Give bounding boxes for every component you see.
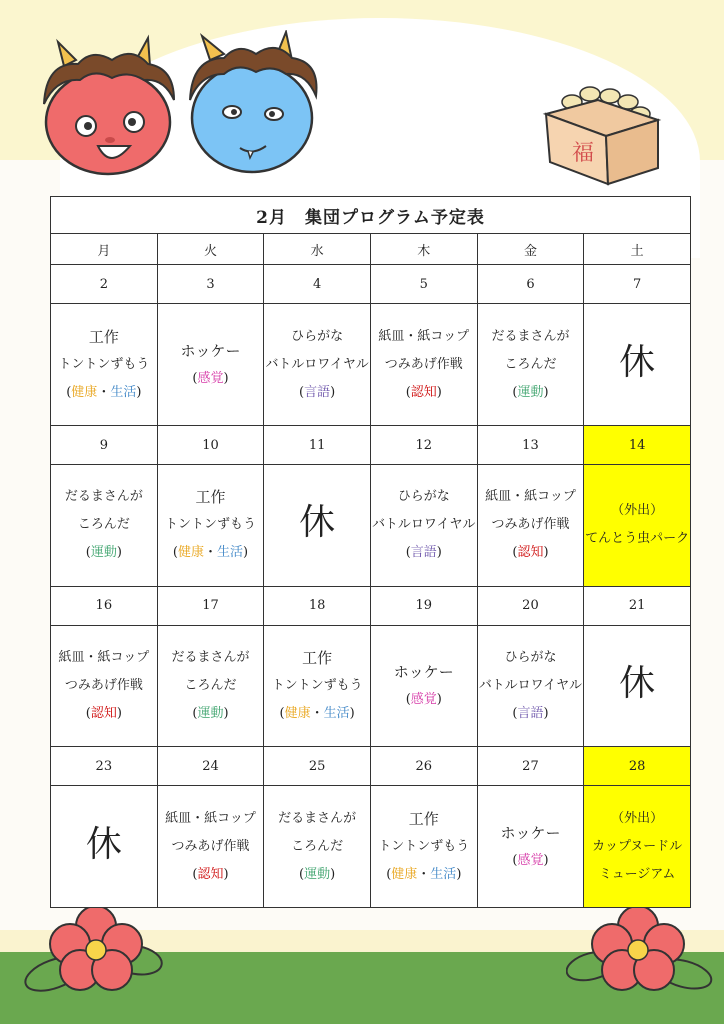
activity-name: トントンずもう	[271, 678, 363, 693]
date-cell: 6	[477, 265, 584, 304]
activity-name: つみあげ作戦	[171, 838, 250, 854]
paren-open: (	[66, 384, 72, 400]
date-cell: 5	[370, 265, 477, 304]
category-tag: 感覚	[410, 692, 437, 707]
tag-separator: ・	[417, 866, 431, 882]
category-tag: 生活	[323, 706, 350, 721]
paren-open: (	[192, 370, 198, 386]
activity-cell	[584, 786, 691, 908]
camellia-flower-icon	[566, 900, 716, 1010]
date-cell: 24	[157, 747, 264, 786]
weekday-header: 水	[264, 234, 371, 265]
activity-cell	[264, 625, 371, 747]
paren-close: )	[223, 370, 229, 386]
date-cell: 13	[477, 425, 584, 464]
paren-open: (	[85, 706, 91, 721]
category-tag: 感覚	[517, 852, 544, 868]
category-tag: 健康	[391, 866, 418, 882]
paren-close: )	[136, 384, 142, 400]
activity-name: 紙皿・紙コップ	[165, 810, 256, 826]
outing-text: （外出）	[611, 503, 664, 519]
activity-cell	[51, 465, 158, 587]
category-tag: 健康	[177, 545, 204, 561]
activity-cell	[584, 304, 691, 426]
weekday-header: 木	[370, 234, 477, 265]
activity-name: 紙皿・紙コップ	[378, 328, 470, 344]
paren-close: )	[330, 384, 336, 400]
date-cell: 19	[370, 586, 477, 625]
activity-cell	[264, 304, 371, 426]
activity-name: トントンずもう	[58, 356, 150, 372]
activity-name: ころんだ	[77, 517, 130, 533]
schedule-table	[50, 196, 691, 908]
holiday-label: 休	[619, 341, 656, 383]
date-cell: 10	[157, 425, 264, 464]
date-cell: 12	[370, 425, 477, 464]
paren-close: )	[543, 852, 549, 868]
paren-close: )	[223, 866, 229, 882]
category-tags	[264, 861, 370, 889]
category-tags	[264, 700, 370, 728]
category-tags	[51, 700, 157, 728]
paren-close: )	[543, 706, 549, 721]
category-tags	[371, 686, 477, 714]
activity-name: ひらがな	[504, 650, 557, 665]
paren-close: )	[543, 384, 549, 400]
activity-cell	[157, 304, 264, 426]
activity-name: だるまさんが	[64, 489, 143, 505]
date-cell: 25	[264, 747, 371, 786]
paren-close: )	[116, 706, 122, 721]
activity-name: つみあげ作戦	[64, 678, 143, 693]
activity-row	[51, 625, 691, 747]
paren-open: (	[512, 706, 518, 721]
date-cell: 17	[157, 586, 264, 625]
bean-box-icon	[536, 80, 676, 190]
date-cell: 3	[157, 265, 264, 304]
date-row	[51, 747, 691, 786]
activity-name: ひらがな	[397, 489, 450, 505]
date-cell: 16	[51, 586, 158, 625]
weekday-header-row	[51, 234, 691, 265]
camellia-flower-icon	[24, 900, 174, 1010]
activity-row	[51, 465, 691, 587]
category-tags	[478, 847, 584, 875]
paren-open: (	[299, 384, 305, 400]
activity-cell	[370, 465, 477, 587]
category-tags	[371, 539, 477, 567]
activity-name: ころんだ	[291, 838, 344, 854]
paren-open: (	[512, 545, 518, 561]
category-tag: 運動	[517, 384, 544, 400]
date-cell: 28	[584, 747, 691, 786]
activity-cell	[584, 625, 691, 747]
activity-name: ホッケー	[180, 341, 241, 360]
holiday-label: 休	[619, 663, 656, 704]
category-tag: 言語	[410, 545, 437, 561]
activity-name: 工作	[88, 327, 119, 346]
category-tag: 運動	[197, 706, 224, 721]
red-oni-icon	[36, 34, 186, 184]
paren-close: )	[116, 545, 122, 561]
category-tags	[371, 379, 477, 407]
category-tags	[158, 700, 264, 728]
category-tag: 運動	[304, 866, 331, 882]
activity-cell	[477, 465, 584, 587]
activity-cell	[370, 304, 477, 426]
category-tags	[478, 700, 584, 728]
outing-text: カップヌードル	[592, 838, 683, 854]
paren-open: (	[279, 706, 285, 721]
category-tag: 健康	[71, 384, 98, 400]
activity-name: つみあげ作戦	[384, 356, 463, 372]
tag-separator: ・	[97, 384, 111, 400]
date-cell: 21	[584, 586, 691, 625]
category-tag: 生活	[110, 384, 137, 400]
activity-name: だるまさんが	[278, 810, 357, 826]
paren-open: (	[405, 545, 411, 561]
page-title: 2月 集団プログラム予定表	[51, 197, 691, 234]
tag-separator: ・	[310, 706, 324, 721]
activity-cell	[370, 625, 477, 747]
activity-name: ホッケー	[393, 663, 454, 681]
category-tag: 認知	[517, 545, 544, 561]
paren-open: (	[405, 384, 411, 400]
outing-text: ミュージアム	[598, 866, 676, 882]
activity-cell	[477, 786, 584, 908]
date-row	[51, 425, 691, 464]
category-tag: 運動	[90, 545, 117, 561]
activity-name: 紙皿・紙コップ	[58, 650, 150, 665]
masu-label: 福	[572, 141, 595, 166]
date-row	[51, 586, 691, 625]
tag-separator: ・	[203, 545, 217, 561]
paren-open: (	[386, 866, 392, 882]
category-tags	[51, 379, 157, 407]
paren-open: (	[299, 866, 305, 882]
date-cell: 7	[584, 265, 691, 304]
category-tag: 認知	[197, 866, 224, 882]
outing-text: てんとう虫パーク	[585, 531, 690, 547]
category-tag: 言語	[517, 706, 544, 721]
activity-cell	[477, 625, 584, 747]
category-tag: 認知	[410, 384, 437, 400]
paren-open: (	[512, 852, 518, 868]
paren-close: )	[436, 545, 442, 561]
date-cell: 20	[477, 586, 584, 625]
paren-open: (	[172, 545, 178, 561]
paren-close: )	[349, 706, 355, 721]
category-tags	[478, 539, 584, 567]
activity-cell	[51, 786, 158, 908]
category-tags	[51, 539, 157, 567]
activity-name: つみあげ作戦	[491, 517, 570, 533]
category-tag: 感覚	[197, 370, 224, 386]
activity-name: だるまさんが	[171, 650, 250, 665]
category-tags	[158, 861, 264, 889]
activity-name: 紙皿・紙コップ	[485, 489, 576, 505]
activity-cell	[157, 625, 264, 747]
activity-cell	[477, 304, 584, 426]
paren-open: (	[192, 706, 198, 721]
date-cell: 26	[370, 747, 477, 786]
paren-close: )	[456, 866, 462, 882]
category-tags	[264, 379, 370, 407]
category-tags	[478, 379, 584, 407]
paren-open: (	[192, 866, 198, 882]
activity-name: バトルロワイヤル	[265, 356, 369, 372]
activity-cell	[51, 304, 158, 426]
category-tags	[158, 539, 264, 567]
activity-name: バトルロワイヤル	[478, 678, 583, 693]
activity-name: ころんだ	[504, 356, 557, 372]
paren-close: )	[436, 692, 442, 707]
category-tag: 生活	[430, 866, 457, 882]
paren-close: )	[436, 384, 442, 400]
blue-oni-icon	[180, 30, 330, 180]
activity-cell	[264, 465, 371, 587]
holiday-label: 休	[85, 823, 122, 865]
weekday-header: 火	[157, 234, 264, 265]
weekday-header: 金	[477, 234, 584, 265]
activity-cell	[51, 625, 158, 747]
date-cell: 2	[51, 265, 158, 304]
category-tag: 言語	[304, 384, 331, 400]
paren-open: (	[405, 692, 411, 707]
activity-name: ころんだ	[184, 678, 237, 693]
activity-name: ホッケー	[500, 823, 561, 842]
activity-name: 工作	[408, 809, 439, 828]
date-cell: 27	[477, 747, 584, 786]
activity-name: バトルロワイヤル	[372, 517, 476, 533]
paren-open: (	[85, 545, 91, 561]
date-cell: 11	[264, 425, 371, 464]
activity-row	[51, 786, 691, 908]
activity-row	[51, 304, 691, 426]
activity-name: トントンずもう	[164, 517, 256, 533]
activity-cell	[370, 786, 477, 908]
category-tag: 生活	[216, 545, 243, 561]
category-tags	[371, 861, 477, 889]
activity-cell	[584, 465, 691, 587]
weekday-header: 月	[51, 234, 158, 265]
activity-name: トントンずもう	[378, 838, 470, 854]
date-row	[51, 265, 691, 304]
date-cell: 9	[51, 425, 158, 464]
activity-cell	[157, 465, 264, 587]
paren-close: )	[543, 545, 549, 561]
category-tag: 認知	[90, 706, 117, 721]
activity-cell	[264, 786, 371, 908]
date-cell: 23	[51, 747, 158, 786]
date-cell: 4	[264, 265, 371, 304]
date-cell: 18	[264, 586, 371, 625]
paren-close: )	[243, 545, 249, 561]
activity-name: だるまさんが	[491, 328, 570, 344]
date-cell: 14	[584, 425, 691, 464]
paren-open: (	[512, 384, 518, 400]
activity-name: 工作	[302, 649, 333, 667]
outing-text: （外出）	[611, 810, 664, 826]
paren-close: )	[223, 706, 229, 721]
holiday-label: 休	[299, 502, 336, 544]
category-tag: 健康	[284, 706, 311, 721]
activity-name: 工作	[195, 488, 226, 507]
activity-name: ひらがな	[291, 328, 344, 344]
weekday-header: 土	[584, 234, 691, 265]
activity-cell	[157, 786, 264, 908]
paren-close: )	[330, 866, 336, 882]
category-tags	[158, 365, 264, 393]
